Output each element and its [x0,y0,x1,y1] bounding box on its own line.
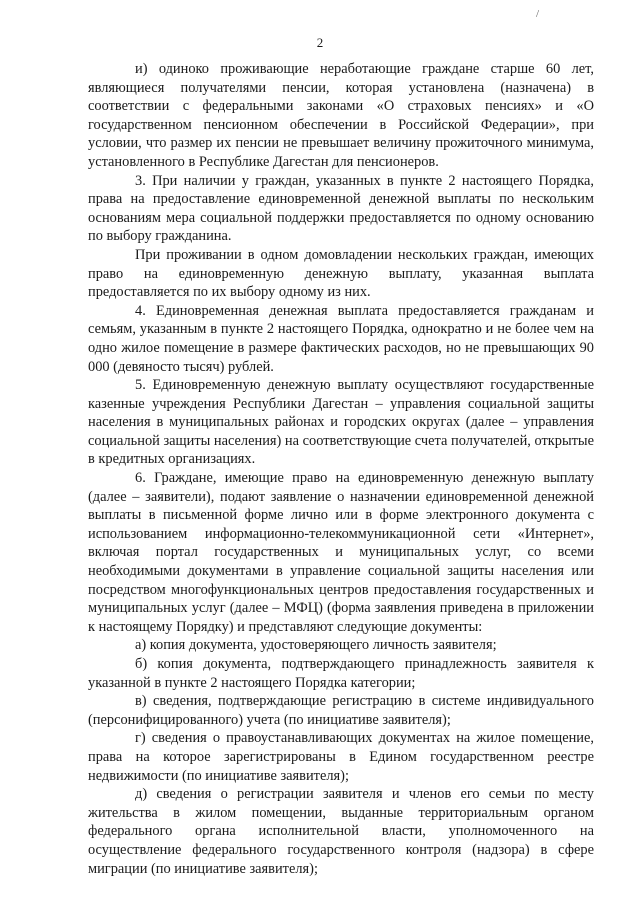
document-body [88,60,594,878]
list-item-g: г) сведения о правоустанавливающих документах на жилое помещение, права на которое зарегистрированы в Едином государственном реестре недвижимости (по инициативе заявителя); [88,730,594,784]
paragraph-6: 6. Граждане, имеющие право на единовременную денежную выплату (далее – заявители), подают заявление о назначении единовременной денежной выплаты в письменной форме лично или в форме электронного документа с использованием информационно-телекоммуникационной сети «Интернет», включая портал государственных и муниципальных услуг, со всеми необходимыми документами в управление социальной защиты населения или посредством многофункциональных центров предоставления государственных и муниципальных услуг (далее – МФЦ) (форма заявления приведена в приложении к настоящему Порядку) и представляют следующие документы: [88,470,594,635]
list-item-v: в) сведения, подтверждающие регистрацию в системе индивидуального (персонифицированного) учета (по инициативе заявителя); [88,693,594,728]
list-item-b: б) копия документа, подтверждающего принадлежность заявителя к указанной в пункте 2 настоящего Порядка категории; [88,656,594,691]
page-number: 2 [316,35,324,50]
paragraph-5: 5. Единовременную денежную выплату осуществляют государственные казенные учреждения Республики Дагестан – управления социальной защиты населения в муниципальных районах и городских округах (далее – управления социальной защиты населения) на соответствующие счета получателей, открытые в кредитных организациях. [88,377,594,468]
list-item-d: д) сведения о регистрации заявителя и членов его семьи по месту жительства в жилом помещении, выданные территориальным органом федерального органа исполнительной власти, уполномоченного на осуществление федерального государственного контроля (надзора) в сфере миграции (по инициативе заявителя); [88,786,594,877]
paragraph-3: 3. При наличии у граждан, указанных в пункте 2 настоящего Порядка, права на предоставление единовременной денежной выплаты по нескольким основаниям мера социальной поддержки предоставляется по одному основанию по выбору гражданина. [88,172,594,245]
paragraph-3-cont: При проживании в одном домовладении нескольких граждан, имеющих право на единовременную денежную выплату, указанная выплата предоставляется по их выбору одному из них. [88,246,594,301]
list-item-a: а) копия документа, удостоверяющего личность заявителя; [135,637,497,654]
paragraph-4: 4. Единовременная денежная выплата предоставляется гражданам и семьям, указанным в пункте 2 настоящего Порядка, однократно и не более чем на одно жилое помещение в размере фактических расходов, но не превышающих 90 000 (девяносто тысяч) рублей. [88,302,594,375]
corner-mark: / [536,8,540,20]
paragraph-item-i: и) одиноко проживающие неработающие граждане старше 60 лет, являющиеся получателями пенсии, которая установлена (назначена) в соответствии с федеральными законами «О страховых пенсиях» и «О государственном пенсионном обеспечении в Российской Федерации», при условии, что размер их пенсии не превышает величину прожиточного минимума, установленного в Республике Дагестан для пенсионеров. [88,61,594,170]
